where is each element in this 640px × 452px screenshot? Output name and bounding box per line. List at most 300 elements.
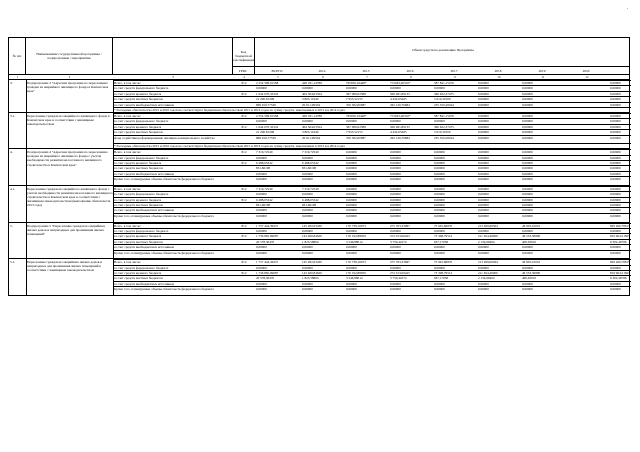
row-value: 1 823,58804 [302, 276, 319, 281]
row-value: 0,00000 [302, 119, 313, 124]
row-value: 2 554 599,91568 [256, 114, 279, 118]
row-value: 428 181,14788 [302, 81, 322, 85]
row-value: 350 362,00087 [346, 102, 366, 107]
block-number: 5.1. [10, 260, 16, 265]
row-source-label: Всего, в том числе: [114, 114, 141, 118]
row-value: 0,00000 [256, 192, 267, 197]
row-value: 213 499,66564 [478, 223, 498, 228]
row-value: 143 460,84626 [302, 234, 322, 239]
row-value: 428 181,14788 [302, 114, 322, 118]
row-source-label: за счет средств внебюджетных источников [114, 245, 174, 250]
header-year-2019: 2019 [538, 69, 546, 73]
row-grbs: 812 [241, 186, 247, 191]
row-value: 46 903,01010 [522, 260, 541, 265]
row-value-extra: 0,00000 [610, 197, 621, 202]
row-value: 400,63010 [522, 239, 537, 244]
header-year-2015: 2015 [362, 69, 370, 73]
row-source-label: за счет средств внебюджетных источников [114, 102, 174, 107]
row-source-label: за счет средств краевого бюджета [114, 124, 162, 129]
block-name: Подпрограмма 5 "Переселение граждан из аварийных жилых домов и непригодных для проживания жилых помещений" [27, 223, 106, 236]
block-footnote: * Расходные обязательства 2015 и 2016 годов не соответствуют бюджетным обязательствам 2015 и 2016 годов на сумму средств, накопленных в 2013 и в 2014 годах [113, 143, 631, 148]
column-number-3: 3 [172, 75, 174, 79]
block-name: Переселение граждан из аварийного жилищного фонда с учетом необходимости развития малоэтажного жилищного строительства в Камчатском крае в соответствии с жилищным законодательством (выполнение обязательств 2013 года) [27, 186, 113, 208]
row-value-extra: 0,00000 [610, 245, 621, 250]
header-financing: Объем средств на реализацию Программы [412, 48, 474, 52]
row-value: 7 319,72540 [302, 186, 319, 191]
row-source-label: за счет средств местных бюджетов [114, 203, 163, 208]
row-value: 0,00000 [522, 161, 533, 166]
row-source-label: Кроме того, планируемые объемы обязательств федерального бюджета [114, 287, 214, 292]
row-grbs: 812 [241, 114, 247, 118]
row-value: 0,00000 [434, 155, 445, 160]
row-value: 235 350,28244 [434, 135, 454, 140]
row-value: 0,00000 [346, 245, 357, 250]
block-footnote: * Расходные обязательства 2015 и 2016 годов не соответствуют бюджетным обязательствам 2015 и 2016 годов на сумму средств, накопленных в 2013 и в 2014 годах [113, 107, 631, 112]
column-number-11: 11 [541, 75, 545, 79]
block-number: 4. [10, 150, 13, 155]
row-value: 831,66198 [256, 166, 271, 171]
row-value: 20 611,99504 [302, 102, 321, 107]
program-block [8, 149, 630, 186]
row-value: 0,00000 [522, 250, 533, 255]
row-value: 1 644 670,32322 [256, 91, 279, 96]
row-value: 0,00000 [434, 192, 445, 197]
row-value: 0,00000 [256, 86, 267, 91]
column-number-5: 5 [277, 75, 279, 79]
row-value: 176 192,88059 [346, 234, 366, 239]
row-source-label: за счет средств местных бюджетов [114, 166, 163, 171]
row-value: 0,00000 [478, 228, 489, 233]
corner-mark: ' [627, 7, 628, 12]
header-kbk: Код бюджетной классификации [233, 38, 255, 74]
row-value: 868 450,77539 [256, 102, 276, 107]
row-value: 0,00000 [390, 265, 401, 270]
row-source-label: Кроме того, планируемые объемы обязательств федерального бюджета [114, 250, 214, 255]
block-number: 5. [10, 223, 13, 228]
row-value: 0,00000 [522, 228, 533, 233]
row-value: 0,00000 [390, 155, 401, 160]
row-value: 0,00000 [390, 171, 401, 176]
column-number-10: 10 [497, 75, 501, 79]
column-divider [26, 80, 27, 112]
row-value: 0,00000 [478, 114, 489, 118]
row-value: 0,00000 [346, 208, 357, 213]
row-value: 0,00000 [434, 281, 445, 286]
row-source-label: Всего, в том числе: [114, 81, 141, 85]
row-value: 3 750,42274 [390, 239, 407, 244]
row-value: 262 126,76684 [390, 135, 410, 140]
row-value: 506 481,89135 [390, 91, 410, 96]
row-value-extra: 0,00000 [610, 119, 621, 124]
column-number-9: 9 [454, 75, 456, 79]
row-value: 0,00000 [302, 86, 313, 91]
row-value: 0,00000 [434, 213, 445, 218]
row-source-label: за счет средств местных бюджетов [114, 239, 163, 244]
row-value: 0,00000 [390, 150, 401, 155]
row-value: 404 564,03324 [302, 91, 322, 96]
row-value: 6 488,05342 [302, 197, 319, 202]
row-value: 0,00000 [346, 177, 357, 182]
row-value: 3 546,88014 [346, 276, 363, 281]
row-value: 0,00000 [390, 228, 401, 233]
row-value: 211 364,40000 [478, 234, 498, 239]
row-source-label: за счет средств краевого бюджета [114, 270, 162, 275]
row-value: 0,00000 [478, 245, 489, 250]
row-value: 272 013,06425 [390, 234, 410, 239]
block-name: Переселение граждан из аварийного жилищного фонда в Камчатском крае в соответствии с жилищным законодательством [27, 114, 110, 127]
row-value: 0,00000 [522, 203, 533, 208]
row-value: 0,00000 [390, 250, 401, 255]
row-value: 0,00000 [256, 119, 267, 124]
row-value: 75 945,86870 [434, 223, 453, 228]
row-source-label: за счет средств местных бюджетов [114, 97, 163, 102]
row-source-label: Всего, в том числе: [114, 150, 141, 155]
header-year-2018: 2018 [494, 69, 502, 73]
row-value: 6 488,05342 [256, 197, 273, 202]
row-value-extra: 0,00000 [610, 228, 621, 233]
row-source-label: за счет средств краевого бюджета [114, 197, 162, 202]
row-value: 0,00000 [522, 86, 533, 91]
header-year-2020: 2020 [582, 69, 590, 73]
row-value-extra: 0,00000 [610, 166, 621, 171]
row-value: 0,00000 [478, 265, 489, 270]
program-block [8, 259, 630, 296]
row-value: 6 488,05342 [256, 161, 273, 166]
row-grbs: 812 [241, 81, 247, 85]
row-value: 0,00000 [522, 166, 533, 171]
row-value: 0,00000 [390, 208, 401, 213]
row-value: 0,00000 [346, 197, 357, 202]
row-value: 4 432,65495 [390, 130, 407, 135]
row-value-extra: 0,00000 [610, 192, 621, 197]
row-value-extra: 0,00000 [610, 81, 621, 85]
row-source-label: за счет средств внебюджетных источников [114, 171, 174, 176]
row-value: 0,00000 [390, 192, 401, 197]
column-divider [26, 113, 27, 148]
row-source-label: Всего, в том числе: [114, 223, 141, 228]
row-value: 0,00000 [390, 86, 401, 91]
row-value: 587 841,15476 [434, 114, 454, 118]
column-number-6: 6 [322, 75, 324, 79]
row-value: 0,00000 [522, 97, 533, 102]
row-source-label: Кроме того, планируемые объемы обязательств федерального бюджета [114, 177, 214, 182]
program-block [8, 186, 630, 223]
row-value: 0,00000 [256, 171, 267, 176]
row-value-extra: 0,00000 [610, 124, 621, 129]
row-value: 0,00000 [478, 155, 489, 160]
block-number: 3. [10, 81, 13, 85]
row-grbs: 812 [241, 234, 247, 239]
table-row [113, 286, 631, 295]
row-value: 3 805,11940 [302, 97, 319, 102]
row-value: 0,00000 [302, 177, 313, 182]
row-value: 272 013,06425 [390, 270, 410, 275]
row-value: 0,00000 [346, 203, 357, 208]
row-value: 145 282,63430 [302, 223, 322, 228]
row-value: 0,00000 [478, 186, 489, 191]
row-value: 2 134,99464 [478, 276, 495, 281]
row-value-extra: 829 266,78615 [610, 223, 630, 228]
row-value: 0,00000 [390, 119, 401, 124]
row-value: 20 611,99504 [302, 135, 321, 140]
row-value: 0,00000 [522, 130, 533, 135]
row-value-extra: 0,00000 [610, 155, 621, 160]
row-value-extra: 9 302,46786 [610, 276, 627, 281]
row-value-extra: 0,00000 [610, 265, 621, 270]
row-value: 0,00000 [256, 228, 267, 233]
row-value: 0,00000 [478, 213, 489, 218]
row-value: 0,00000 [478, 97, 489, 102]
table-row [113, 135, 631, 144]
row-value: 0,00000 [478, 161, 489, 166]
table-row [113, 250, 631, 259]
row-value-extra: 819 964,51827 [610, 270, 630, 275]
row-value: 0,00000 [302, 250, 313, 255]
row-value: 0,00000 [478, 102, 489, 107]
row-value: 0,00000 [302, 213, 313, 218]
header-year-2017: 2017 [450, 69, 458, 73]
row-value: 831,66198 [256, 203, 271, 208]
row-source-label: Кроме того, планируемые объемы обязательств федерального бюджета [114, 213, 214, 218]
header-num: № п/п [9, 38, 26, 74]
row-value-extra: 9 302,46786 [610, 239, 627, 244]
row-value: 0,00000 [522, 245, 533, 250]
row-value: 0,00000 [522, 208, 533, 213]
row-value: 0,00000 [346, 265, 357, 270]
column-number-4: 4 [243, 75, 245, 79]
row-value: 366 622,37475 [434, 124, 454, 129]
row-value: 0,00000 [434, 265, 445, 270]
row-value: 0,00000 [478, 150, 489, 155]
row-value: 0,00000 [346, 155, 357, 160]
row-value: 0,00000 [478, 86, 489, 91]
row-value-extra: 0,00000 [610, 114, 621, 118]
row-value: 0,00000 [302, 281, 313, 286]
row-value: 765656,16448* [346, 114, 367, 118]
row-value: 1 644 670,32322 [256, 124, 279, 129]
row-value: 275 763,33997 [390, 260, 410, 265]
row-value: 0,00000 [346, 250, 357, 255]
row-value: 0,00000 [522, 281, 533, 286]
row-value: 3 805,11940 [302, 130, 319, 135]
row-value-extra: 0,00000 [610, 208, 621, 213]
column-divider [26, 259, 27, 295]
row-value: 0,00000 [522, 150, 533, 155]
row-value: 5 010,32500 [434, 130, 451, 135]
row-source-label: за счет средств федерального бюджета [114, 228, 169, 233]
row-value: 0,00000 [256, 281, 267, 286]
row-source-label: Всего, в том числе: [114, 260, 141, 265]
row-value: 0,00000 [434, 203, 445, 208]
column-number-7: 7 [366, 75, 368, 79]
row-source-label: за счет средств краевого бюджета [114, 161, 162, 166]
row-value: 0,00000 [302, 155, 313, 160]
row-value: 0,00000 [434, 197, 445, 202]
row-value: 0,00000 [302, 192, 313, 197]
row-value-extra: 0,00000 [610, 250, 621, 255]
row-value-extra: 0,00000 [610, 150, 621, 155]
row-value: 0,00000 [478, 91, 489, 96]
row-value: 0,00000 [478, 130, 489, 135]
row-value: 1 757 444,36457 [256, 260, 279, 265]
row-value: 0,00000 [346, 287, 357, 292]
row-value: 0,00000 [434, 208, 445, 213]
row-value: 0,00000 [478, 177, 489, 182]
row-grbs: 812 [241, 91, 247, 96]
row-value: 0,00000 [478, 81, 489, 85]
table-subheader [232, 66, 630, 75]
program-block [8, 80, 630, 113]
row-value: 1 736 865,99087 [256, 234, 279, 239]
row-value: 637,17058 [434, 276, 449, 281]
block-number: 4.1. [10, 186, 16, 191]
row-value-extra: 0,00000 [610, 161, 621, 166]
row-source-label: за счет средств федерального бюджета [114, 86, 169, 91]
row-value: 0,00000 [346, 192, 357, 197]
row-value: 176 192,88059 [346, 270, 366, 275]
row-value: 350 362,00087 [346, 135, 366, 140]
row-value-extra: 0,00000 [610, 186, 621, 191]
row-value: 0,00000 [522, 186, 533, 191]
column-number-8: 8 [410, 75, 412, 79]
row-value: 143 460,84626 [302, 270, 322, 275]
row-value: 7 953,52155 [346, 97, 363, 102]
program-block [8, 223, 630, 260]
row-value: 0,00000 [390, 287, 401, 292]
row-value: 0,00000 [434, 119, 445, 124]
row-value: 0,00000 [478, 287, 489, 292]
row-value: 0,00000 [302, 228, 313, 233]
row-value: 0,00000 [434, 245, 445, 250]
row-value: 75 945,86870 [434, 260, 453, 265]
row-source-label: за счет средств федерального бюджета [114, 192, 169, 197]
row-value: 0,00000 [256, 245, 267, 250]
row-source-label: за счет средств местных бюджетов [114, 276, 163, 281]
row-value: 0,00000 [346, 186, 357, 191]
row-source-label: за счет средств федерального бюджета [114, 265, 169, 270]
row-value: 213 499,66564 [478, 260, 498, 265]
row-value: 46 553,36800 [522, 270, 541, 275]
row-value: 0,00000 [434, 228, 445, 233]
table-body [8, 80, 630, 448]
row-value-extra: 0,00000 [610, 171, 621, 176]
row-value: 73 308,79512 [434, 270, 453, 275]
row-value: 7 319,72540 [256, 150, 273, 155]
row-value: 0,00000 [522, 102, 533, 107]
row-value: 0,00000 [478, 171, 489, 176]
column-number-2: 2 [68, 75, 71, 79]
row-source-label: за счет средств местных бюджетов [114, 130, 163, 135]
row-value: 0,00000 [434, 171, 445, 176]
row-value: 46 553,36800 [522, 234, 541, 239]
row-value: 0,00000 [346, 150, 357, 155]
row-value: 0,00000 [302, 245, 313, 250]
row-value: 145 282,63430 [302, 260, 322, 265]
row-value-extra: 0,00000 [610, 130, 621, 135]
header-year-2016: 2016 [406, 69, 414, 73]
row-value: 0,00000 [346, 161, 357, 166]
row-source-label: фонд содействия реформированию жилищно-коммунального хозяйства [114, 135, 215, 140]
row-value-extra: 829 266,78615 [610, 260, 630, 265]
row-value: 4 432,65495 [390, 97, 407, 102]
row-value: 0,00000 [390, 177, 401, 182]
row-value: 1 823,58804 [302, 239, 319, 244]
row-value: 765656,16448* [346, 81, 367, 85]
row-value: 0,00000 [478, 135, 489, 140]
row-value: 367 089,02588 [346, 124, 366, 129]
row-value: 235 350,28244 [434, 102, 454, 107]
row-value: 0,00000 [522, 114, 533, 118]
block-number: 3.1. [10, 114, 16, 118]
row-grbs: 812 [241, 270, 247, 275]
row-value: 0,00000 [522, 81, 533, 85]
header-name: Наименование государственной программы / подпрограммы / мероприятия [26, 38, 113, 74]
row-source-label: за счет средств федерального бюджета [114, 119, 169, 124]
row-value: 0,00000 [390, 281, 401, 286]
row-value: 0,00000 [346, 171, 357, 176]
row-source-label: за счет средств краевого бюджета [114, 234, 162, 239]
row-value: 20 578,36470 [256, 239, 275, 244]
row-value: 400,63010 [522, 276, 537, 281]
row-value: 0,00000 [434, 250, 445, 255]
row-value: 0,00000 [346, 281, 357, 286]
table-row [113, 176, 631, 185]
row-value: 0,00000 [256, 208, 267, 213]
row-value: 0,00000 [390, 186, 401, 191]
row-value: 0,00000 [434, 161, 445, 166]
row-source-label: за счет средств внебюджетных источников [114, 281, 174, 286]
row-value: 831,66198 [302, 166, 317, 171]
row-value: 0,00000 [522, 287, 533, 292]
row-value: 0,00000 [390, 245, 401, 250]
row-value: 3 546,88014 [346, 239, 363, 244]
row-value-extra: 0,00000 [610, 203, 621, 208]
row-value: 587 841,15476 [434, 81, 454, 85]
header-total: ВСЕГО [271, 69, 283, 73]
row-source-label: за счет средств федерального бюджета [114, 155, 169, 160]
row-value: 0,00000 [346, 166, 357, 171]
row-value-extra: 0,00000 [610, 91, 621, 96]
row-value-extra: 0,00000 [610, 177, 621, 182]
row-value: 0,00000 [478, 203, 489, 208]
row-value-extra: 0,00000 [610, 135, 621, 140]
row-source-label: Всего, в том числе: [114, 186, 141, 191]
row-value-extra: 0,00000 [610, 102, 621, 107]
row-source-label: за счет средств внебюджетных источников [114, 208, 174, 213]
row-value: 0,00000 [346, 119, 357, 124]
document-page [8, 8, 630, 448]
column-divider [26, 186, 27, 222]
header-year-2014: 2014 [318, 69, 326, 73]
row-grbs: 812 [241, 260, 247, 265]
row-value: 0,00000 [302, 287, 313, 292]
row-value: 0,00000 [522, 119, 533, 124]
row-value: 1 757 444,36457 [256, 223, 279, 228]
column-number-1: 1 [16, 75, 19, 79]
row-value: 0,00000 [390, 197, 401, 202]
row-value: 275 763,33997 [390, 223, 410, 228]
row-value: 20 578,36470 [256, 276, 275, 281]
header-grbs: ГРБС [238, 69, 248, 73]
row-value: 2 134,99464 [478, 239, 495, 244]
row-value: 0,00000 [346, 228, 357, 233]
row-value: 0,00000 [256, 177, 267, 182]
row-value: 868 450,77539 [256, 135, 276, 140]
row-value: 0,00000 [522, 124, 533, 129]
row-value: 366 622,37475 [434, 91, 454, 96]
row-value: 0,00000 [390, 161, 401, 166]
row-value: 0,00000 [522, 192, 533, 197]
